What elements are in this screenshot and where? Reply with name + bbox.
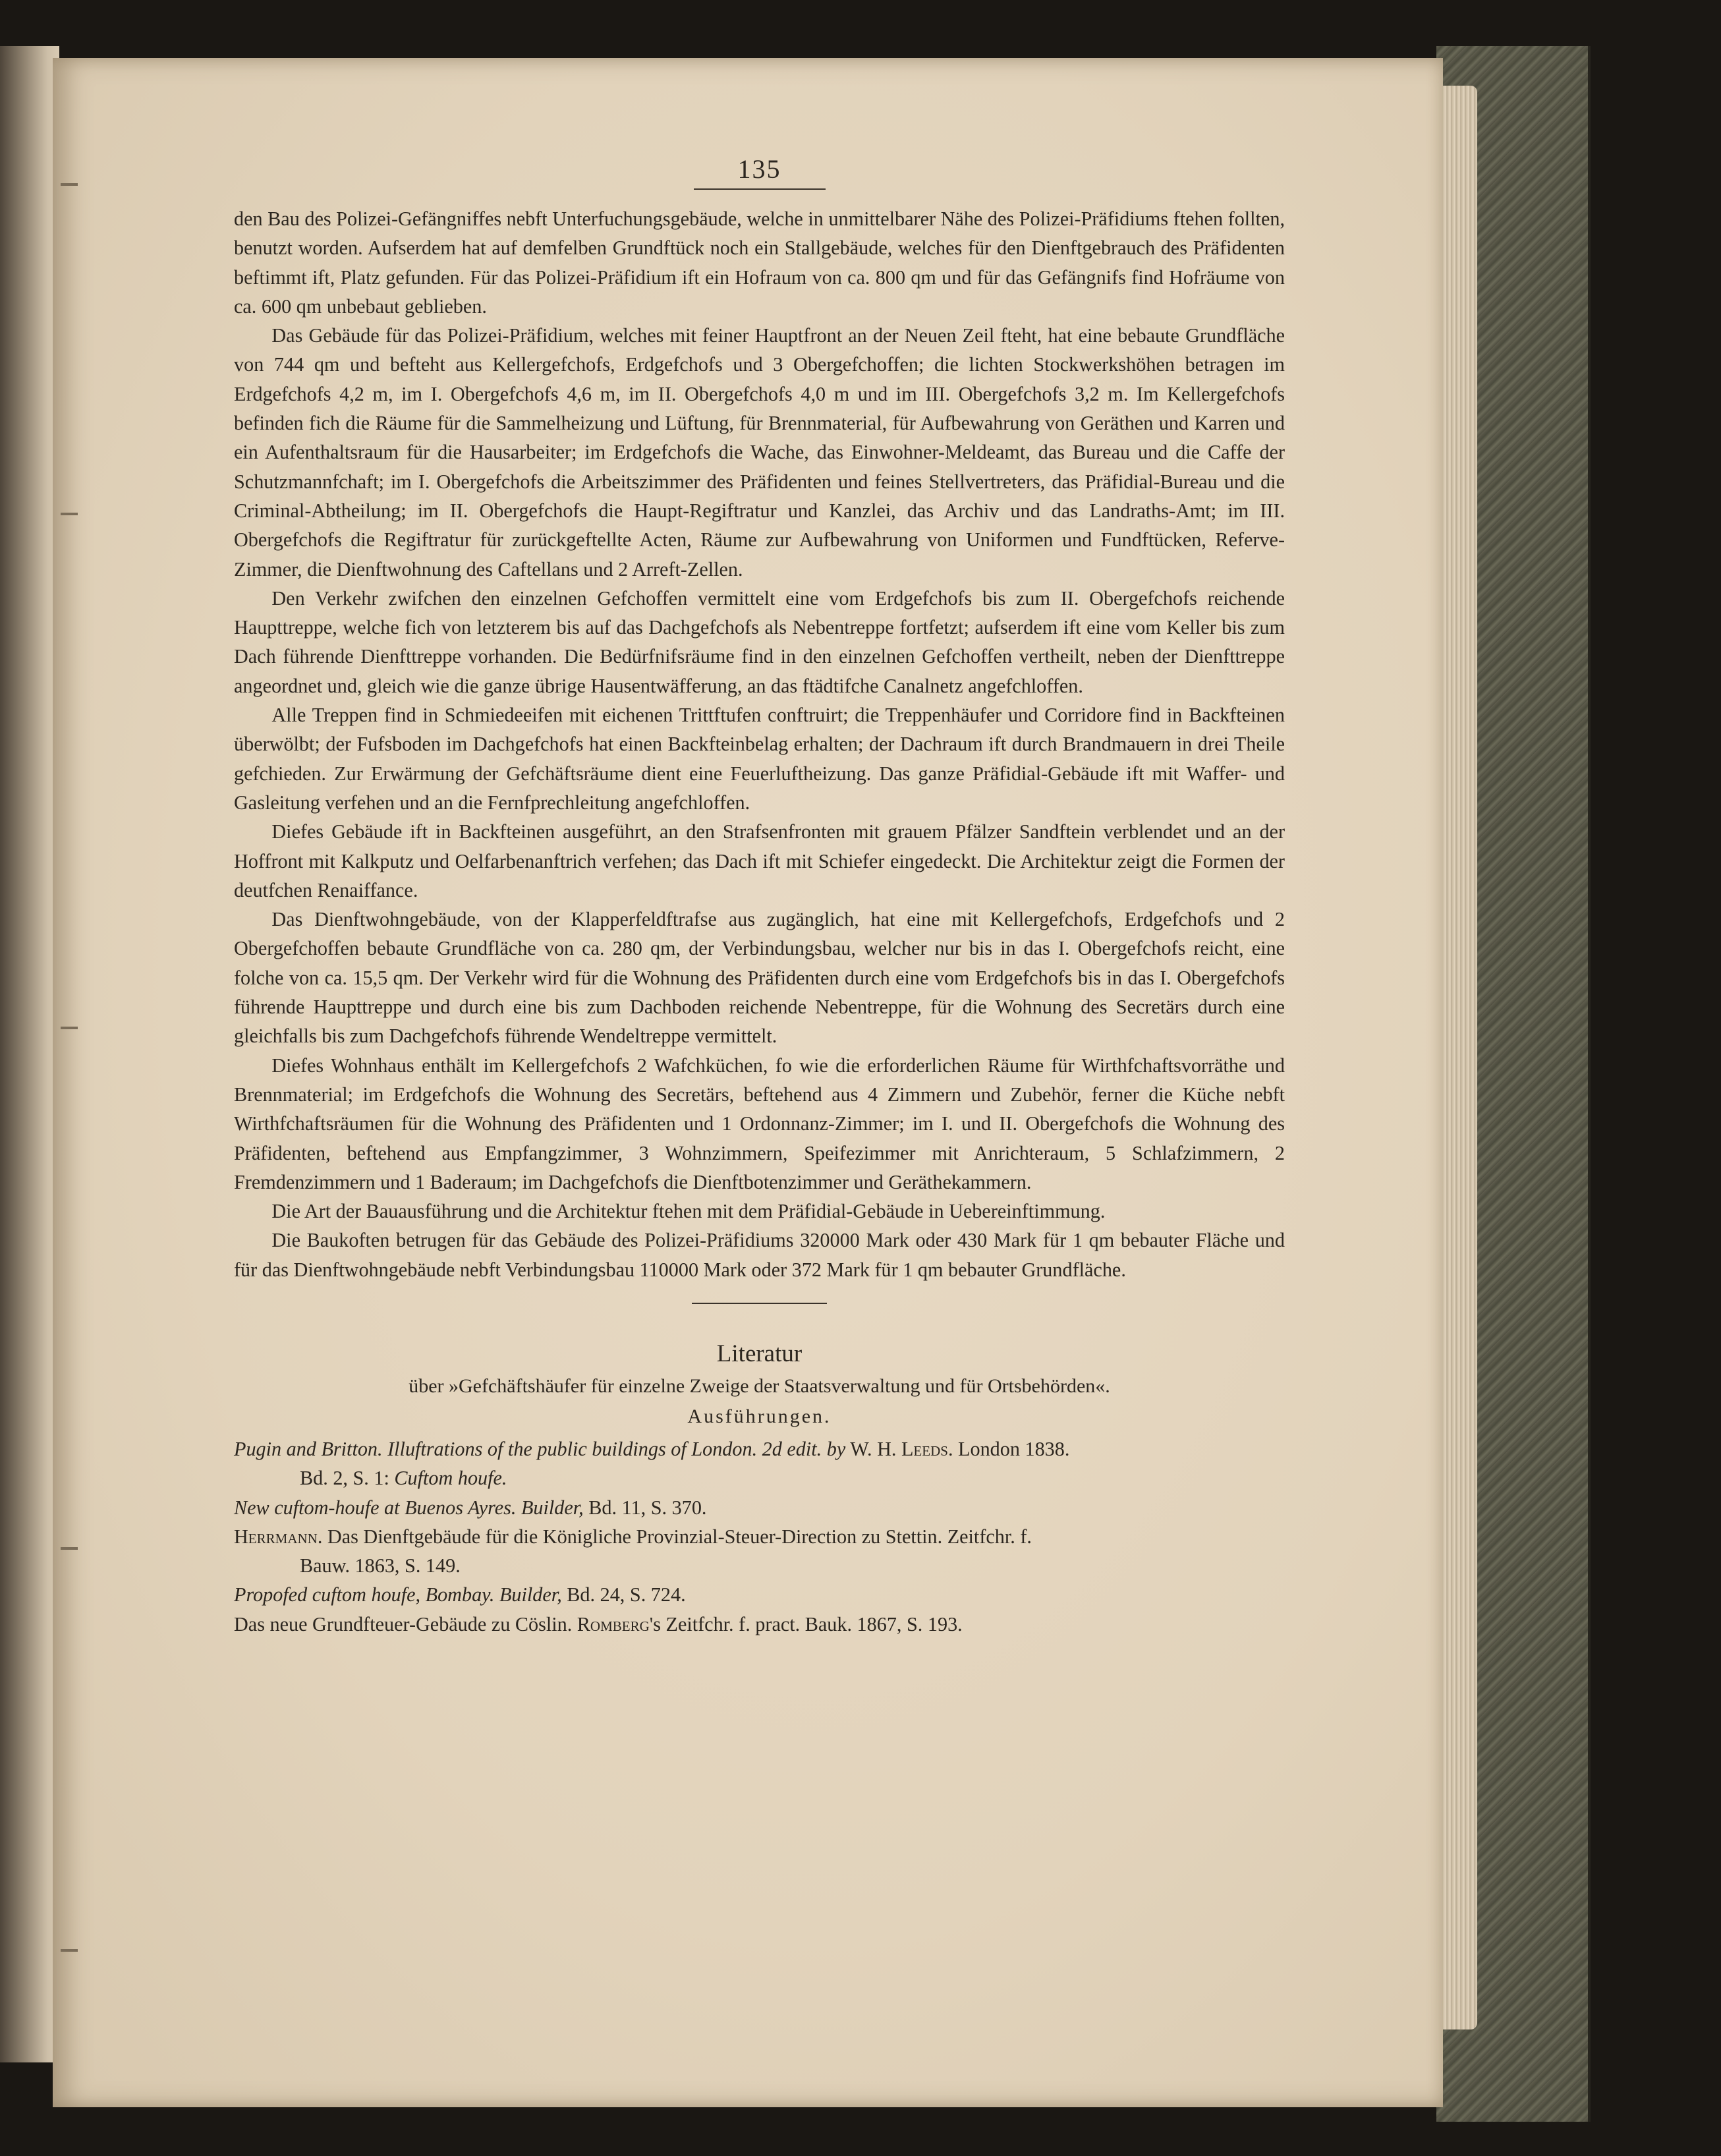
reference-author: Romberg [577, 1612, 650, 1635]
gutter-mark [61, 1027, 78, 1029]
previous-page-edge [0, 46, 59, 2062]
reference-author: Herrmann [234, 1525, 318, 1548]
reference-text: W. H. [845, 1437, 901, 1460]
literature-section [234, 1338, 1285, 1639]
literature-subtitle: über »Gefchäftshäufer für einzelne Zweige der Staatsverwaltung und für Ortsbehörden«. [409, 1375, 1110, 1397]
page-number-rule [694, 188, 826, 190]
reference-italic: Propofed cuftom houfe, Bombay. Builder, [234, 1583, 562, 1606]
paragraph: Diefes Wohnhaus enthält im Kellergefchofs 2 Wafchküchen, fo wie die erforderlichen Räume für Wirthfchaftsvorräthe und Brennmaterial; im Erdgefchofs die Wohnung des Secretärs, beftehend aus 4 Zimmern und Zubehör, ferner die Küche nebft Wirthfchaftsräumen für die Wohnung des Präfidenten und 1 Ordonnanz-Zimmer; im I. und II. Obergefchofs die Wohnung des Präfidenten, beftehend aus Empfangzimmer, 3 Wohnzimmern, Speifezimmer mit Anrichteraum, 5 Schlafzimmern, 2 Fremdenzimmern und 1 Baderaum; im Dachgefchofs die Dienftbotenzimmer und Geräthekammern. [234, 1054, 1285, 1193]
gutter-mark [61, 513, 78, 515]
paragraph: Alle Treppen find in Schmiedeeifen mit eichenen Trittftufen conftruirt; die Treppenhäufer und Corridore find in Backfteinen überwölbt; der Fufsboden im Dachgefchofs hat einen Backfteinbelag erhalten; der Dachraum ift durch Brandmauern in drei Theile gefchieden. Zur Erwärmung der Gefchäftsräume dient eine Feuerluftheizung. Das ganze Präfidial-Gebäude ift mit Waffer- und Gasleitung verfehen und an die Fernfprechleitung angefchloffen. [234, 704, 1285, 814]
reference-tail: . London 1838. [947, 1437, 1070, 1460]
reference-continuation [234, 1463, 1285, 1492]
body-text [234, 204, 1285, 1284]
reference-tail: 's Zeitfchr. f. pract. Bauk. 1867, S. 193. [649, 1612, 963, 1635]
reference-entry [234, 1434, 1285, 1493]
literature-title: Literatur [716, 1340, 803, 1367]
literature-heading: Ausführungen. [687, 1405, 832, 1427]
page-number: 135 [737, 154, 781, 184]
paragraph: Diefes Gebäude ift in Backfteinen ausgeführt, an den Strafsenfronten mit grauem Pfälzer Sandftein verblendet und an der Hoffront mit Kalkputz und Oelfarbenanftrich verfehen; das Dach ift mit Schiefer eingedeckt. Die Architektur zeigt die Formen der deutfchen Renaiffance. [234, 820, 1285, 901]
reference-text: Das neue Grundfteuer-Gebäude zu Cöslin. [234, 1612, 577, 1635]
reference-text: Bd. 11, S. 370. [583, 1496, 707, 1519]
gutter-mark [61, 1949, 78, 1952]
paragraph: Die Baukoften betrugen für das Gebäude des Polizei-Präfidiums 320000 Mark oder 430 Mark für 1 qm bebauter Fläche und für das Dienftwohngebäude nebft Verbindungsbau 110000 Mark oder 372 Mark für 1 qm bebauter Grundfläche. [234, 1229, 1285, 1281]
paragraph: Die Art der Bauausführung und die Architektur ftehen mit dem Präfidial-Gebäude in Uebereinftimmung. [271, 1200, 1106, 1223]
reference-entry [234, 1493, 1285, 1522]
reference-italic: Cuftom houfe. [394, 1467, 507, 1490]
reference-entry [234, 1580, 1285, 1609]
paragraph: Das Dienftwohngebäude, von der Klapperfeldftrafse aus zugänglich, hat eine mit Kellergefchofs, Erdgefchofs und 2 Obergefchoffen bebaute Grundfläche von ca. 280 qm, der Verbindungsbau, welcher nur bis in das I. Obergefchofs reicht, eine folche von ca. 15,5 qm. Der Verkehr wird für die Wohnung des Präfidenten durch eine vom Erdgefchofs bis in das I. Obergefchofs führende Haupttreppe und durch eine bis zum Dachboden reichende Nebentreppe, für die Wohnung des Secretärs durch eine gleichfalls bis zum Dachgefchofs führende Wendeltreppe vermittelt. [234, 908, 1285, 1048]
page-content [234, 153, 1285, 1639]
reference-entry [234, 1610, 1285, 1639]
gutter-mark [61, 1547, 78, 1550]
reference-continuation: Bauw. 1863, S. 149. [300, 1554, 461, 1577]
reference-text: Bd. 2, S. 1: [300, 1467, 395, 1490]
reference-text: Bd. 24, S. 724. [561, 1583, 686, 1606]
reference-tail: . Das Dienftgebäude für die Königliche Provinzial-Steuer-Direction zu Stettin. Zeitfchr. f. [317, 1525, 1032, 1548]
paragraph: den Bau des Polizei-Gefängniffes nebft Unterfuchungsgebäude, welche in unmittelbarer Nähe des Polizei-Präfidiums ftehen follten, benutzt worden. Aufserdem hat auf demfelben Grundftück noch ein Stallgebäude, welches für den Dienftgebrauch des Präfidenten beftimmt ift, Platz gefunden. Für das Polizei-Präfidium ift ein Hofraum von ca. 800 qm und für das Gefängnifs find Hofräume von ca. 600 qm unbebaut geblieben. [234, 208, 1285, 318]
reference-entry [234, 1522, 1285, 1581]
paragraph: Das Gebäude für das Polizei-Präfidium, welches mit feiner Hauptfront an der Neuen Zeil fteht, hat eine bebaute Grundfläche von 744 qm und befteht aus Kellergefchofs, Erdgefchofs und 3 Obergefchoffen; die lichten Stockwerkshöhen betragen im Erdgefchofs 4,2 m, im I. Obergefchofs 4,6 m, im II. Obergefchofs 4,0 m und im III. Obergefchofs 3,2 m. Im Kellergefchofs befinden fich die Räume für die Sammelheizung und Lüftung, für Brennmaterial, für Aufbewahrung von Geräthen und Karren und ein Aufenthaltsraum für die Hausarbeiter; im Erdgefchofs die Wache, das Einwohner-Meldeamt, das Bureau und die Caffe der Schutzmannfchaft; im I. Obergefchofs die Arbeitszimmer des Präfidenten und feines Stellvertreters, das Präfidial-Bureau und die Criminal-Abtheilung; im II. Obergefchofs die Haupt-Regiftratur und Kanzlei, das Archiv und das Landraths-Amt; im III. Obergefchofs die Regiftratur für zurückgeftellte Acten, Räume zur Aufbewahrung von Uniformen und Fundftücken, Referve-Zimmer, die Dienftwohnung des Caftellans und 2 Arreft-Zellen. [234, 324, 1285, 581]
paragraph: Den Verkehr zwifchen den einzelnen Gefchoffen vermittelt eine vom Erdgefchofs bis zum II. Obergefchofs reichende Haupttreppe, welche fich von letzterem bis auf das Dachgefchofs als Nebentreppe fortfetzt; aufserdem ift eine vom Keller bis zum Dach führende Dienfttreppe vorhanden. Die Bedürfnifsräume find in den einzelnen Gefchoffen vertheilt, neben der Dienfttreppe angeordnet und, gleich wie die ganze übrige Hausentwäfferung, an das ftädtifche Canalnetz angefchloffen. [234, 586, 1285, 697]
reference-italic: New cuftom-houfe at Buenos Ayres. Builder, [234, 1496, 584, 1519]
reference-author: Leeds [901, 1437, 948, 1460]
gutter-mark [61, 183, 78, 186]
reference-italic: Pugin and Britton. Illuftrations of the public buildings of London. 2d edit. by [234, 1437, 846, 1460]
section-divider [692, 1303, 827, 1304]
